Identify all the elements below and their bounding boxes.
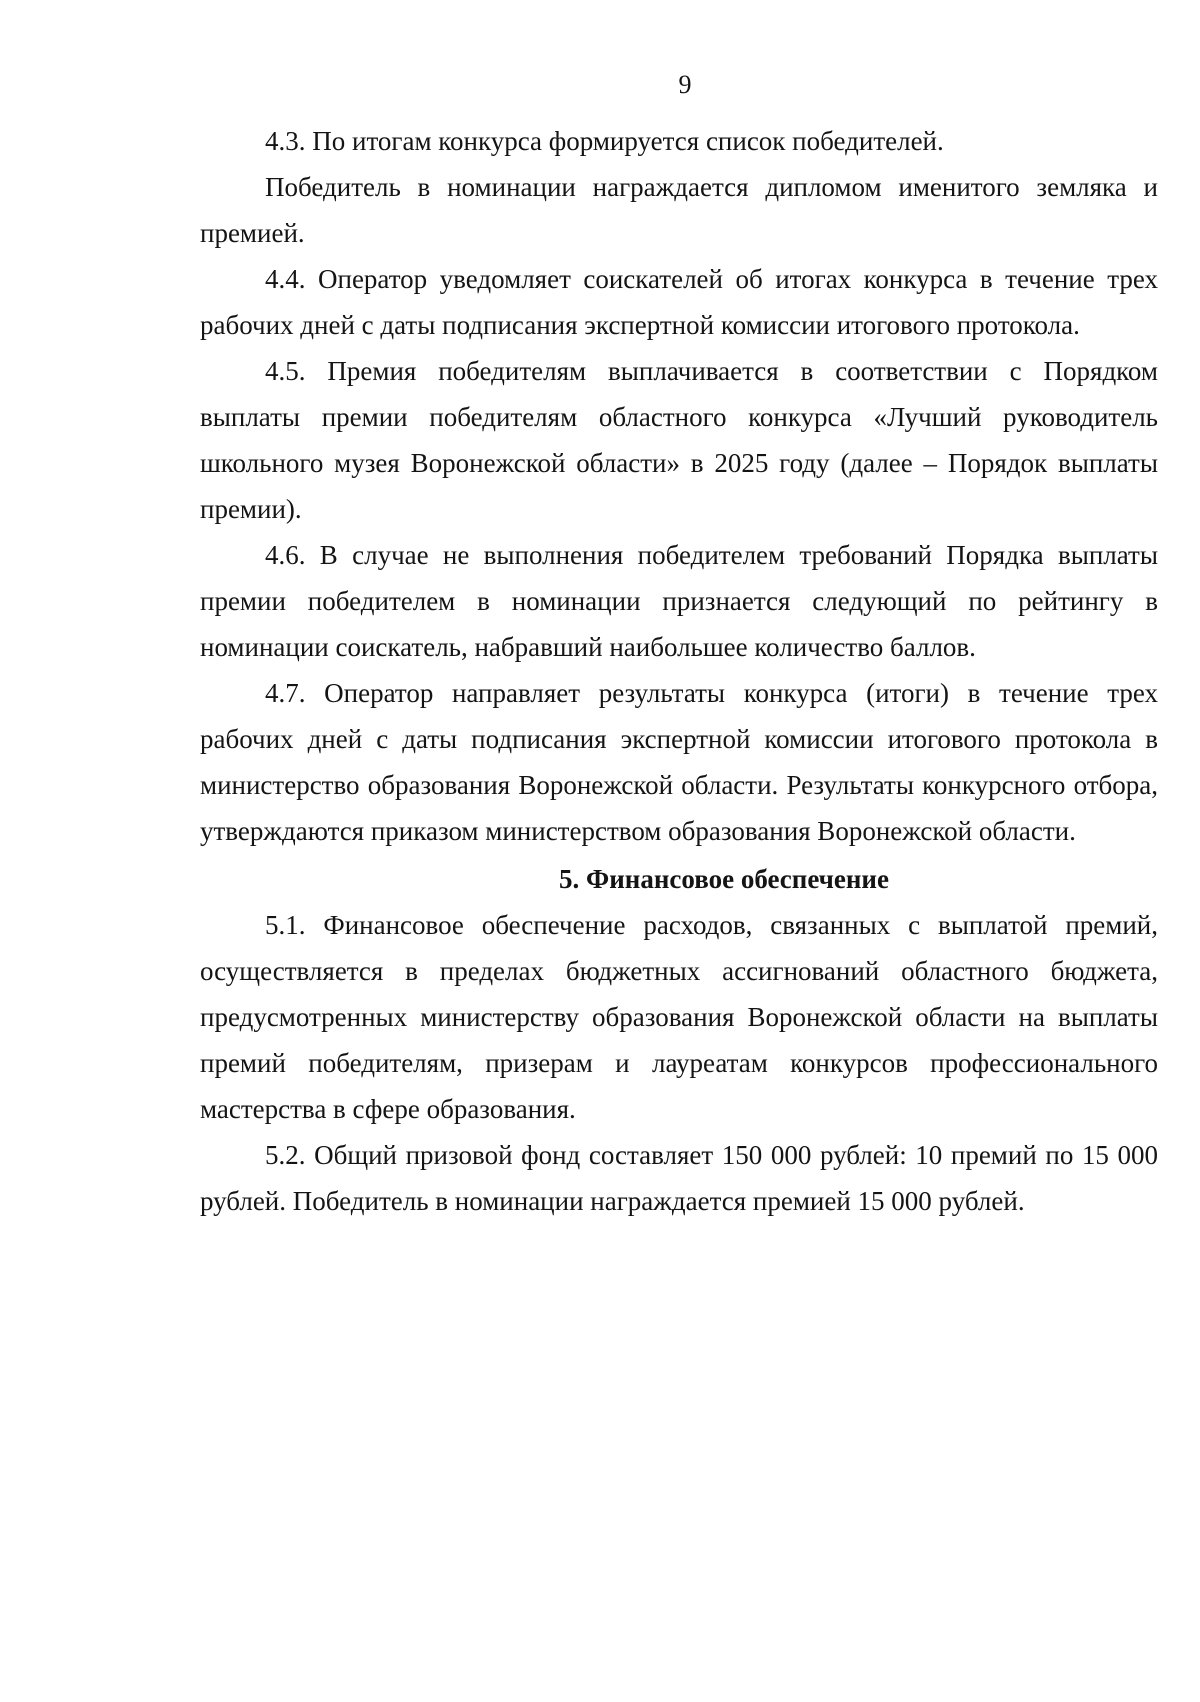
paragraph-4-7: 4.7. Оператор направляет результаты конкурса (итоги) в течение трех рабочих дней с даты подписания экспертной комиссии итогового протокола в министерство образования Воронежской области. Результаты конкурсного отбора, утверждаются приказом министерством образования Воронежской области. [200,678,1158,846]
document-body [200,118,1158,1224]
section-heading: 5. Финансовое обеспечение [559,864,889,894]
paragraph-4-6: 4.6. В случае не выполнения победителем требований Порядка выплаты премии победителем в номинации признается следующий по рейтингу в номинации соискатель, набравший наибольшее количество баллов. [200,540,1158,662]
page-number: 9 [678,70,692,99]
paragraph-4-5: 4.5. Премия победителям выплачивается в соответствии с Порядком выплаты премии победителям областного конкурса «Лучший руководитель школьного музея Воронежской области» в 2025 году (далее – Порядок выплаты премии). [200,356,1158,524]
paragraph-4-3: 4.3. По итогам конкурса формируется список победителей. [265,126,944,156]
paragraph-5-1: 5.1. Финансовое обеспечение расходов, связанных с выплатой премий, осуществляется в пределах бюджетных ассигнований областного бюджета, предусмотренных министерству образования Воронежской области на выплаты премий победителям, призерам и лауреатам конкурсов профессионального мастерства в сфере образования. [200,910,1158,1124]
paragraph-5-2: 5.2. Общий призовой фонд составляет 150 000 рублей: 10 премий по 15 000 рублей. Победитель в номинации награждается премией 15 000 рублей. [200,1140,1158,1216]
paragraph-4-3-winner: Победитель в номинации награждается дипломом именитого земляка и премией. [200,172,1158,248]
paragraph-4-4: 4.4. Оператор уведомляет соискателей об итогах конкурса в течение трех рабочих дней с даты подписания экспертной комиссии итогового протокола. [200,264,1158,340]
